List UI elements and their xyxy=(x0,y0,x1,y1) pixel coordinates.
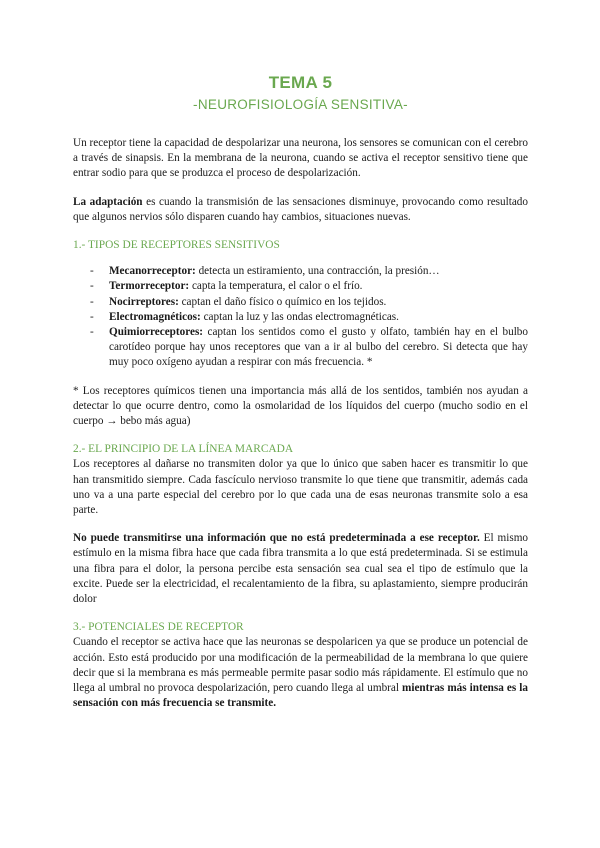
list-item-text: captan los sentidos como el gusto y olfato, también hay en el bulbo carotídeo porque hay unos receptores que van a ir al bulbo del cerebro. Si detecta que hay muy poco oxígeno ayudan a respirar con más frecuencia. * xyxy=(109,326,528,369)
list-item-text: captan la luz y las ondas electromagnéticas. xyxy=(200,310,399,323)
section2-bold-lead: No puede transmitirse una información que no está predeterminada a ese receptor. xyxy=(73,532,480,545)
section1-heading: 1.- TIPOS DE RECEPTORES SENSITIVOS xyxy=(73,239,280,252)
list-item: - Termorreceptor: capta la temperatura, el calor o el frío. xyxy=(90,280,363,293)
section2-paragraph1: Los receptores al dañarse no transmiten dolor ya que lo único que saben hacer es transmitir lo que han transmitido siempre. Cada fascículo nervioso transmite lo que tiene que transmitir, además cada uno va a una parte especial del cerebro por lo que cada una de esas neuronas transmite solo a esa parte. xyxy=(73,458,528,517)
section3-heading: 3.- POTENCIALES DE RECEPTOR xyxy=(73,621,244,634)
chemoreceptor-note: * Los receptores químicos tienen una importancia más allá de los sentidos, también nos ayudan a detectar lo que ocurre dentro, como la osmolaridad de los líquidos del cuerpo (mucho sodio en el cuerpo → bebo más agua) xyxy=(73,384,528,428)
section2-paragraph2 xyxy=(73,531,528,607)
list-item-term: Electromagnéticos: xyxy=(109,310,201,323)
section3-bold-conclusion: mientras más intensa es la sensación con más frecuencia se transmite. xyxy=(73,682,528,710)
list-item: - Quimiorreceptores: captan los sentidos como el gusto y olfato, también hay en el bulbo carotídeo porque hay unos receptores que van a ir al bulbo del cerebro. Si detecta que hay muy poco oxígeno ayudan a respirar con más frecuencia. * xyxy=(90,326,528,369)
section2-heading: 2.- EL PRINCIPIO DE LA LÍNEA MARCADA xyxy=(73,443,294,456)
page-subtitle: -NEUROFISIOLOGÍA SENSITIVA- xyxy=(193,97,408,112)
adaptation-paragraph xyxy=(73,195,528,225)
list-item-text: captan el daño físico o químico en los tejidos. xyxy=(178,295,387,308)
adaptation-text: es cuando la transmisión de las sensaciones disminuye, provocando como resultado que algunos nervios sólo disparen cuando hay cambios, situaciones nuevas. xyxy=(73,195,528,223)
list-item: - Electromagnéticos: captan la luz y las ondas electromagnéticas. xyxy=(90,310,399,323)
list-item-text: detecta un estiramiento, una contracción, la presión… xyxy=(195,265,440,278)
adaptation-term: La adaptación xyxy=(73,195,143,208)
list-item-term: Nocirreptores: xyxy=(109,295,179,308)
section3-paragraph xyxy=(73,635,528,711)
list-item: - Mecanorreceptor: detecta un estiramiento, una contracción, la presión… xyxy=(90,265,440,278)
list-item-term: Mecanorreceptor: xyxy=(109,265,196,278)
section3-paragraph-text: Cuando el receptor se activa hace que las neuronas se despolaricen ya que se produce un potencial de acción. Esto está producido por una modificación de la permeabilidad de la membrana lo que quiere decir que si la membrana es más permeable permite pasar sodio más rápidamente. El estímulo que no llega al umbral no provoca despolarización, pero cuando llega al umbral xyxy=(73,636,528,695)
page-title: TEMA 5 xyxy=(268,73,333,92)
section2-paragraph2-text: El mismo estímulo en la misma fibra hace que cada fibra transmita a lo que está predeterminada. Si se estimula una fibra para el dolor, la persona percibe esta sensación sea cual sea el tipo de estímulo que la excite. Puede ser la electricidad, el recalentamiento de la fibra, su aplastamiento, siempre producirán dolor xyxy=(73,532,529,606)
list-item-text: capta la temperatura, el calor o el frío. xyxy=(189,280,363,293)
receptor-list xyxy=(73,264,528,370)
list-item: - Nocirreptores: captan el daño físico o químico en los tejidos. xyxy=(90,295,387,308)
list-item-term: Termorreceptor: xyxy=(109,280,190,293)
list-item-term: Quimiorreceptores: xyxy=(109,326,204,339)
intro-paragraph: Un receptor tiene la capacidad de despolarizar una neurona, los sensores se comunican con el cerebro a través de sinapsis. En la membrana de la neurona, cuando se activa el receptor sensitivo tiene que entrar sodio para que se produzca el proceso de despolarización. xyxy=(73,137,528,180)
